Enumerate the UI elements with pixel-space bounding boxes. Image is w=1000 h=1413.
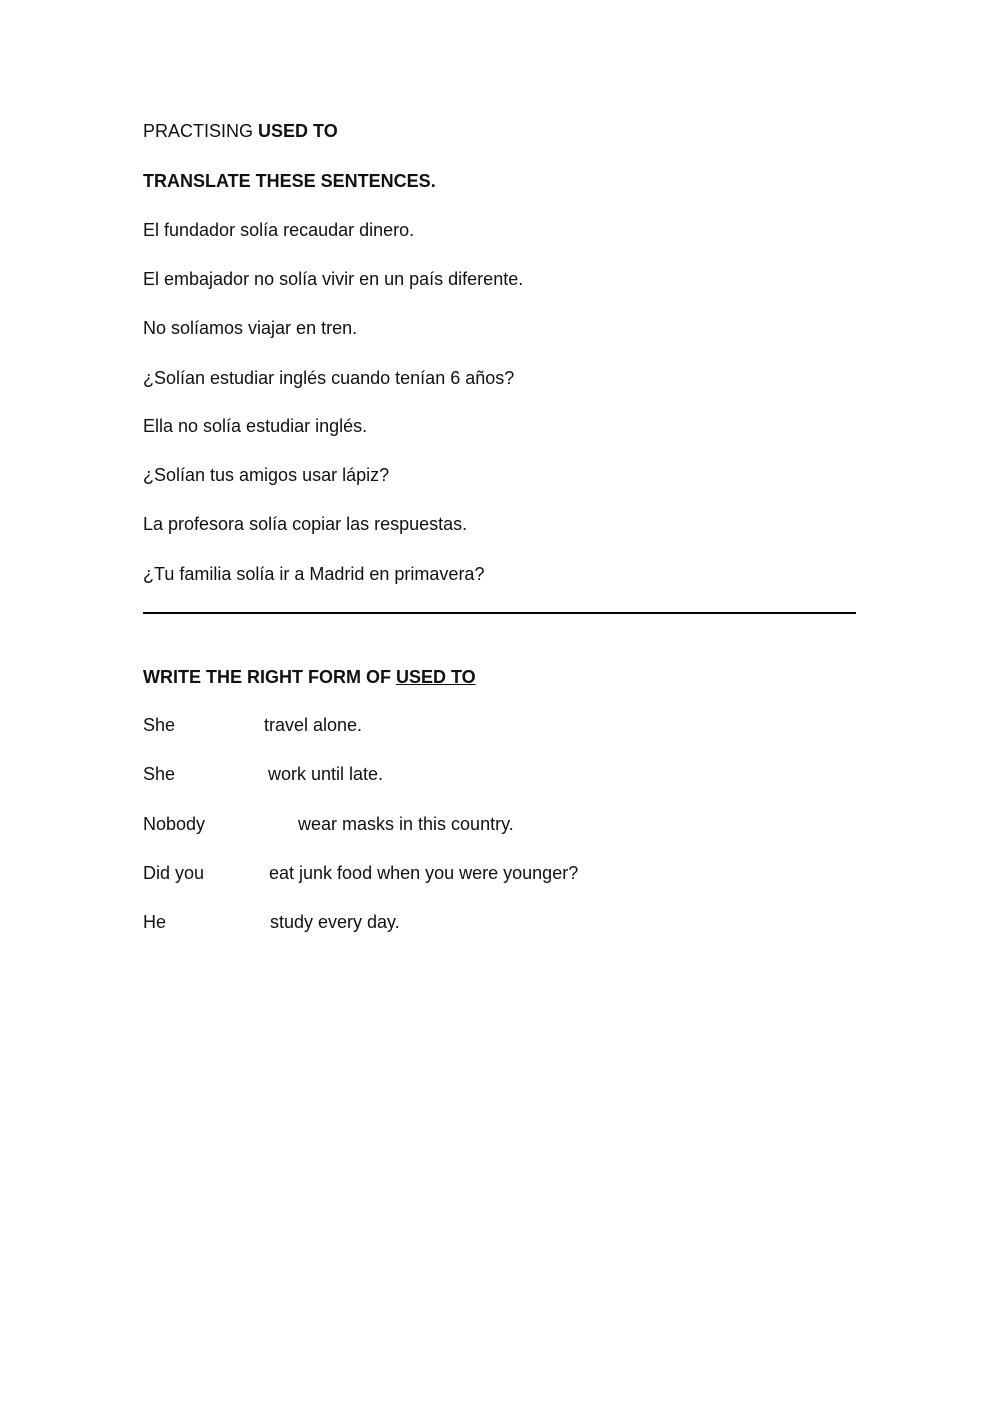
translate-heading: TRANSLATE THESE SENTENCES. <box>143 171 436 191</box>
item-rest: wear masks in this country. <box>298 814 514 834</box>
fill-in-item <box>143 862 843 884</box>
translate-sentence: El fundador solía recaudar dinero. <box>143 220 415 240</box>
write-heading-prefix: WRITE THE RIGHT FORM OF <box>143 667 391 687</box>
item-rest: work until late. <box>268 764 384 784</box>
translate-sentence: El embajador no solía vivir en un país diferente. <box>143 269 524 289</box>
fill-in-item <box>143 763 843 785</box>
fill-in-item <box>143 714 843 736</box>
item-subject: Did you <box>143 863 205 883</box>
translate-sentence: ¿Tu familia solía ir a Madrid en primavera? <box>143 564 485 584</box>
item-subject: Nobody <box>143 814 206 834</box>
item-subject: She <box>143 764 176 784</box>
item-rest: eat junk food when you were younger? <box>269 863 579 883</box>
item-subject: He <box>143 912 167 932</box>
translate-sentence: ¿Solían tus amigos usar lápiz? <box>143 465 390 485</box>
translate-sentence: La profesora solía copiar las respuestas. <box>143 514 468 534</box>
item-rest: study every day. <box>270 912 400 932</box>
section-divider <box>143 612 856 614</box>
title-emphasis: USED TO <box>258 121 338 141</box>
translate-sentence: ¿Solían estudiar inglés cuando tenían 6 años? <box>143 368 515 388</box>
write-heading-emphasis: USED TO <box>396 667 476 687</box>
title-prefix: PRACTISING <box>143 121 254 141</box>
fill-in-item <box>143 911 843 933</box>
page-title <box>143 120 338 142</box>
write-heading <box>143 666 476 688</box>
translate-sentence: No solíamos viajar en tren. <box>143 318 358 338</box>
fill-in-item <box>143 813 843 835</box>
item-subject: She <box>143 715 176 735</box>
translate-sentence: Ella no solía estudiar inglés. <box>143 416 368 436</box>
item-rest: travel alone. <box>264 715 363 735</box>
